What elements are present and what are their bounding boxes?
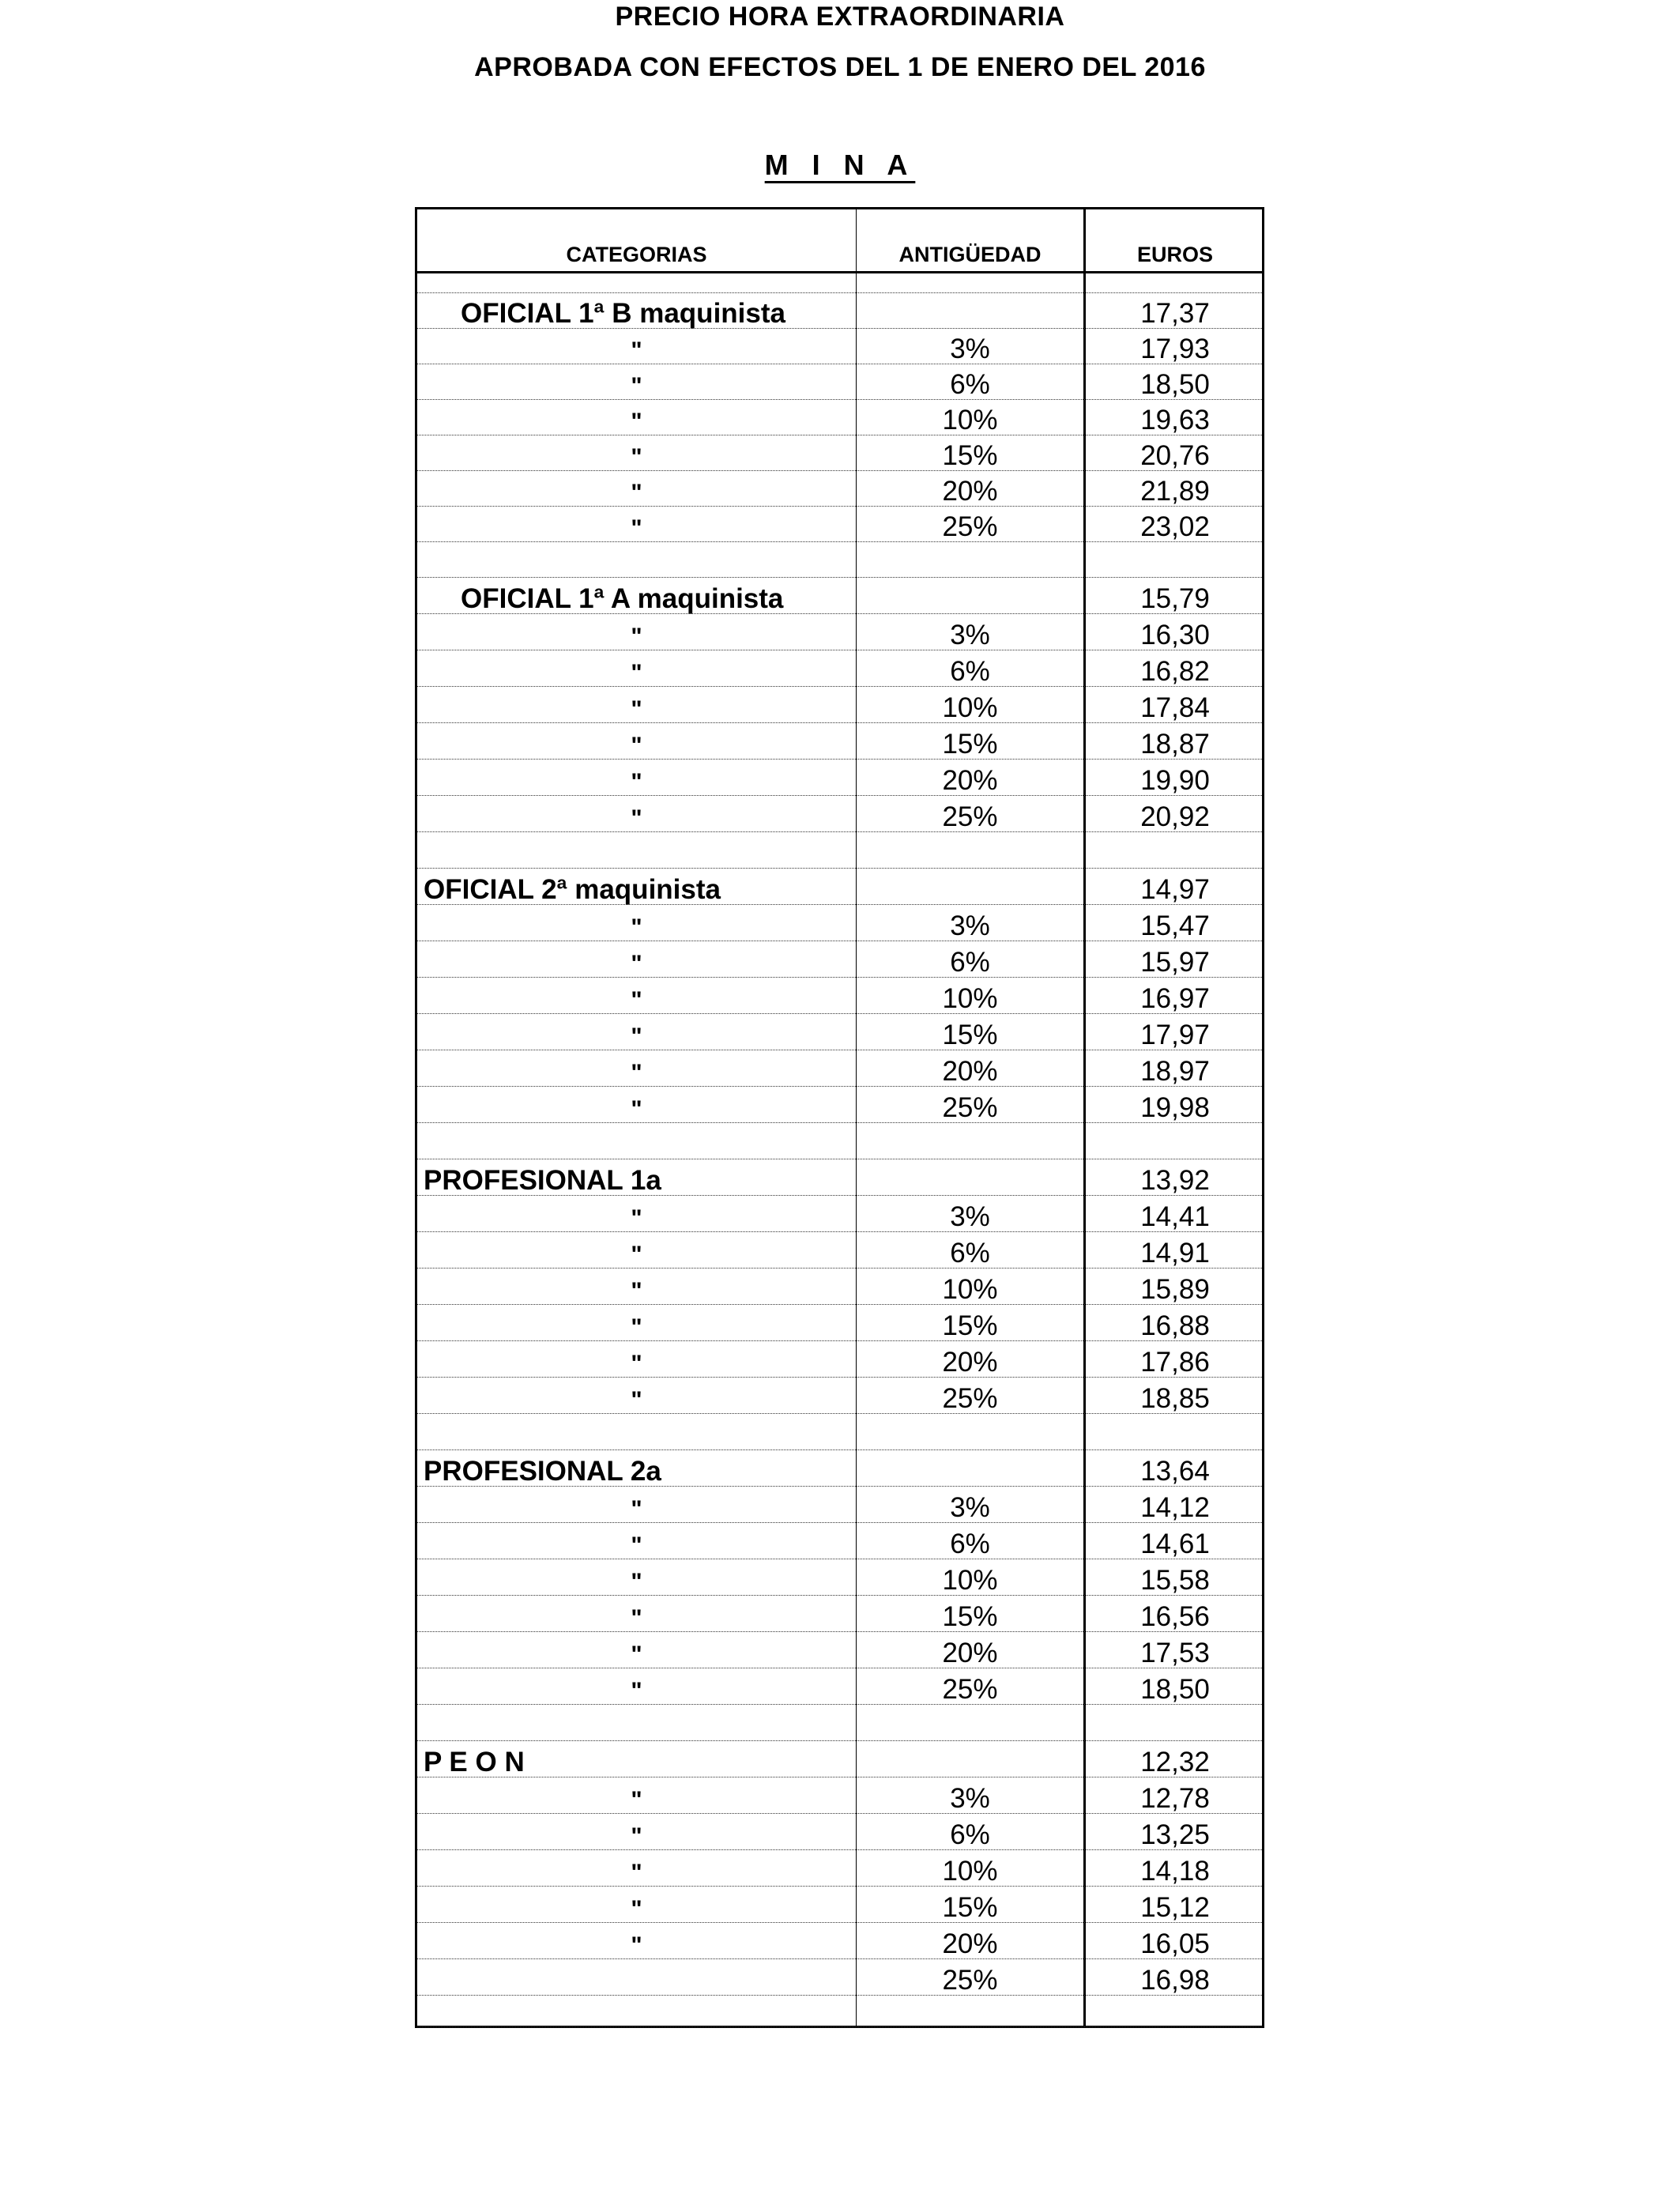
table-row bbox=[417, 1777, 1262, 1814]
table-row bbox=[417, 650, 1262, 687]
antiguedad-value: 3% bbox=[950, 620, 990, 650]
euros-value: 14,41 bbox=[1140, 1201, 1210, 1232]
antiguedad-value: 3% bbox=[950, 334, 990, 364]
antiguedad-value: 10% bbox=[942, 692, 998, 723]
ditto-mark: " bbox=[631, 769, 642, 795]
ditto-mark: " bbox=[631, 1205, 642, 1231]
antiguedad-value: 25% bbox=[942, 1965, 998, 1996]
table-row bbox=[417, 1378, 1262, 1414]
header-antiguedad: ANTIGÜEDAD bbox=[898, 243, 1042, 266]
euros-value: 13,64 bbox=[1140, 1456, 1210, 1487]
euros-value: 14,91 bbox=[1140, 1238, 1210, 1269]
category-name: OFICIAL 2ª maquinista bbox=[424, 874, 721, 905]
euros-value: 14,18 bbox=[1140, 1856, 1210, 1887]
spacer-row bbox=[417, 542, 1262, 578]
antiguedad-value: 15% bbox=[942, 1892, 998, 1923]
euros-value: 14,12 bbox=[1140, 1492, 1210, 1523]
euros-value: 16,30 bbox=[1140, 620, 1210, 650]
ditto-mark: " bbox=[631, 1242, 642, 1268]
ditto-mark: " bbox=[631, 805, 642, 831]
antiguedad-value: 25% bbox=[942, 511, 998, 542]
spacer-row bbox=[417, 1414, 1262, 1450]
antiguedad-value: 20% bbox=[942, 1928, 998, 1959]
table-header bbox=[417, 209, 1262, 273]
antiguedad-value: 10% bbox=[942, 405, 998, 435]
table-row bbox=[417, 1087, 1262, 1123]
ditto-mark: " bbox=[631, 1569, 642, 1595]
ditto-mark: " bbox=[631, 1532, 642, 1559]
euros-value: 18,85 bbox=[1140, 1383, 1210, 1414]
table-row bbox=[417, 1959, 1262, 1996]
table-row bbox=[417, 329, 1262, 364]
antiguedad-value: 25% bbox=[942, 1674, 998, 1705]
euros-value: 16,97 bbox=[1140, 983, 1210, 1014]
table-row bbox=[417, 905, 1262, 941]
table-row bbox=[417, 364, 1262, 400]
table-row bbox=[417, 1559, 1262, 1596]
euros-value: 16,05 bbox=[1140, 1928, 1210, 1959]
table-row bbox=[417, 1523, 1262, 1559]
ditto-mark: " bbox=[631, 1642, 642, 1668]
euros-value: 13,25 bbox=[1140, 1819, 1210, 1850]
spacer-row bbox=[417, 1705, 1262, 1741]
antiguedad-value: 3% bbox=[950, 910, 990, 941]
ditto-mark: " bbox=[631, 1351, 642, 1377]
antiguedad-value: 15% bbox=[942, 1020, 998, 1050]
euros-value: 13,92 bbox=[1140, 1165, 1210, 1196]
ditto-mark: " bbox=[631, 1387, 642, 1413]
ditto-mark: " bbox=[631, 987, 642, 1013]
header-euros: EUROS bbox=[1136, 243, 1214, 266]
euros-value: 18,50 bbox=[1140, 1674, 1210, 1705]
antiguedad-value: 6% bbox=[950, 1238, 990, 1269]
ditto-mark: " bbox=[631, 951, 642, 977]
euros-value: 15,97 bbox=[1140, 947, 1210, 978]
euros-value: 16,56 bbox=[1140, 1601, 1210, 1632]
ditto-mark: " bbox=[631, 1605, 642, 1631]
category-row bbox=[417, 578, 1262, 614]
euros-value: 20,92 bbox=[1140, 801, 1210, 832]
category-row bbox=[417, 869, 1262, 905]
table-row bbox=[417, 978, 1262, 1014]
ditto-mark: " bbox=[631, 1787, 642, 1813]
ditto-mark: " bbox=[631, 1060, 642, 1086]
category-name: OFICIAL 1ª A maquinista bbox=[461, 583, 784, 614]
ditto-mark: " bbox=[631, 1023, 642, 1050]
euros-value: 15,12 bbox=[1140, 1892, 1210, 1923]
euros-value: 15,89 bbox=[1140, 1274, 1210, 1305]
category-name: OFICIAL 1ª B maquinista bbox=[461, 298, 785, 329]
table-row bbox=[417, 1632, 1262, 1668]
table-row bbox=[417, 1850, 1262, 1887]
antiguedad-value: 25% bbox=[942, 1383, 998, 1414]
antiguedad-value: 10% bbox=[942, 1565, 998, 1596]
ditto-mark: " bbox=[631, 337, 642, 364]
table-row bbox=[417, 1814, 1262, 1850]
table-row bbox=[417, 1668, 1262, 1705]
ditto-mark: " bbox=[631, 1860, 642, 1886]
ditto-mark: " bbox=[631, 696, 642, 722]
table-row bbox=[417, 1305, 1262, 1341]
table-row bbox=[417, 760, 1262, 796]
table-row bbox=[417, 1887, 1262, 1923]
ditto-mark: " bbox=[631, 733, 642, 759]
antiguedad-value: 15% bbox=[942, 440, 998, 471]
ditto-mark: " bbox=[631, 480, 642, 506]
antiguedad-value: 3% bbox=[950, 1783, 990, 1814]
euros-value: 17,37 bbox=[1140, 298, 1210, 329]
table-row bbox=[417, 1923, 1262, 1959]
table-row bbox=[417, 941, 1262, 978]
ditto-mark: " bbox=[631, 444, 642, 470]
antiguedad-value: 15% bbox=[942, 729, 998, 760]
euros-value: 12,78 bbox=[1140, 1783, 1210, 1814]
category-name: P E O N bbox=[424, 1747, 525, 1777]
spacer-row bbox=[417, 832, 1262, 869]
antiguedad-value: 20% bbox=[942, 476, 998, 507]
ditto-mark: " bbox=[631, 1932, 642, 1958]
euros-value: 20,76 bbox=[1140, 440, 1210, 471]
table-row bbox=[417, 1596, 1262, 1632]
antiguedad-value: 25% bbox=[942, 1092, 998, 1123]
euros-value: 19,98 bbox=[1140, 1092, 1210, 1123]
euros-value: 16,98 bbox=[1140, 1965, 1210, 1996]
euros-value: 15,47 bbox=[1140, 910, 1210, 941]
page-subtitle: APROBADA CON EFECTOS DEL 1 DE ENERO DEL 2016 bbox=[474, 52, 1206, 82]
ditto-mark: " bbox=[631, 1823, 642, 1849]
euros-value: 18,97 bbox=[1140, 1056, 1210, 1087]
antiguedad-value: 20% bbox=[942, 1056, 998, 1087]
ditto-mark: " bbox=[631, 1314, 642, 1340]
antiguedad-value: 15% bbox=[942, 1601, 998, 1632]
table-row bbox=[417, 471, 1262, 507]
ditto-mark: " bbox=[631, 660, 642, 686]
table-row bbox=[417, 400, 1262, 435]
table-row bbox=[417, 507, 1262, 542]
category-name: PROFESIONAL 2a bbox=[424, 1456, 661, 1487]
ditto-mark: " bbox=[631, 1678, 642, 1704]
ditto-mark: " bbox=[631, 1096, 642, 1122]
ditto-mark: " bbox=[631, 1896, 642, 1922]
ditto-mark: " bbox=[631, 515, 642, 541]
header-categorias: CATEGORIAS bbox=[566, 243, 707, 266]
euros-value: 18,50 bbox=[1140, 369, 1210, 400]
euros-value: 15,58 bbox=[1140, 1565, 1210, 1596]
ditto-mark: " bbox=[631, 373, 642, 399]
table-row bbox=[417, 687, 1262, 723]
antiguedad-value: 20% bbox=[942, 765, 998, 796]
euros-value: 17,97 bbox=[1140, 1020, 1210, 1050]
table-row bbox=[417, 1196, 1262, 1232]
ditto-mark: " bbox=[631, 1278, 642, 1304]
category-row bbox=[417, 1741, 1262, 1777]
category-row bbox=[417, 293, 1262, 329]
euros-value: 14,97 bbox=[1140, 874, 1210, 905]
antiguedad-value: 6% bbox=[950, 1819, 990, 1850]
euros-value: 15,79 bbox=[1140, 583, 1210, 614]
antiguedad-value: 6% bbox=[950, 1529, 990, 1559]
euros-value: 18,87 bbox=[1140, 729, 1210, 760]
spacer-row bbox=[417, 1996, 1262, 2027]
section-heading: M I N A bbox=[764, 149, 916, 181]
table-row bbox=[417, 614, 1262, 650]
antiguedad-value: 10% bbox=[942, 1856, 998, 1887]
euros-value: 17,53 bbox=[1140, 1638, 1210, 1668]
antiguedad-value: 25% bbox=[942, 801, 998, 832]
euros-value: 21,89 bbox=[1140, 476, 1210, 507]
euros-value: 17,84 bbox=[1140, 692, 1210, 723]
euros-value: 12,32 bbox=[1140, 1747, 1210, 1777]
antiguedad-value: 15% bbox=[942, 1310, 998, 1341]
euros-value: 17,86 bbox=[1140, 1347, 1210, 1378]
table-row bbox=[417, 1341, 1262, 1378]
table-row bbox=[417, 435, 1262, 471]
euros-value: 19,90 bbox=[1140, 765, 1210, 796]
spacer-row bbox=[417, 273, 1262, 293]
euros-value: 19,63 bbox=[1140, 405, 1210, 435]
salary-table bbox=[415, 207, 1264, 2028]
antiguedad-value: 6% bbox=[950, 656, 990, 687]
category-name: PROFESIONAL 1a bbox=[424, 1165, 661, 1196]
ditto-mark: " bbox=[631, 1496, 642, 1522]
table-row bbox=[417, 1269, 1262, 1305]
category-row bbox=[417, 1159, 1262, 1196]
table-row bbox=[417, 1232, 1262, 1269]
ditto-mark: " bbox=[631, 409, 642, 435]
antiguedad-value: 20% bbox=[942, 1638, 998, 1668]
table-row bbox=[417, 1014, 1262, 1050]
table-body bbox=[417, 273, 1262, 2027]
spacer-row bbox=[417, 1123, 1262, 1159]
category-row bbox=[417, 1450, 1262, 1487]
euros-value: 16,82 bbox=[1140, 656, 1210, 687]
table-row bbox=[417, 1487, 1262, 1523]
antiguedad-value: 20% bbox=[942, 1347, 998, 1378]
antiguedad-value: 3% bbox=[950, 1492, 990, 1523]
table-row bbox=[417, 796, 1262, 832]
antiguedad-value: 10% bbox=[942, 983, 998, 1014]
table-row bbox=[417, 723, 1262, 760]
euros-value: 16,88 bbox=[1140, 1310, 1210, 1341]
antiguedad-value: 6% bbox=[950, 947, 990, 978]
antiguedad-value: 10% bbox=[942, 1274, 998, 1305]
ditto-mark: " bbox=[631, 914, 642, 941]
antiguedad-value: 3% bbox=[950, 1201, 990, 1232]
page-title: PRECIO HORA EXTRAORDINARIA bbox=[615, 2, 1065, 32]
euros-value: 17,93 bbox=[1140, 334, 1210, 364]
antiguedad-value: 6% bbox=[950, 369, 990, 400]
euros-value: 14,61 bbox=[1140, 1529, 1210, 1559]
euros-value: 23,02 bbox=[1140, 511, 1210, 542]
table-row bbox=[417, 1050, 1262, 1087]
ditto-mark: " bbox=[631, 624, 642, 650]
